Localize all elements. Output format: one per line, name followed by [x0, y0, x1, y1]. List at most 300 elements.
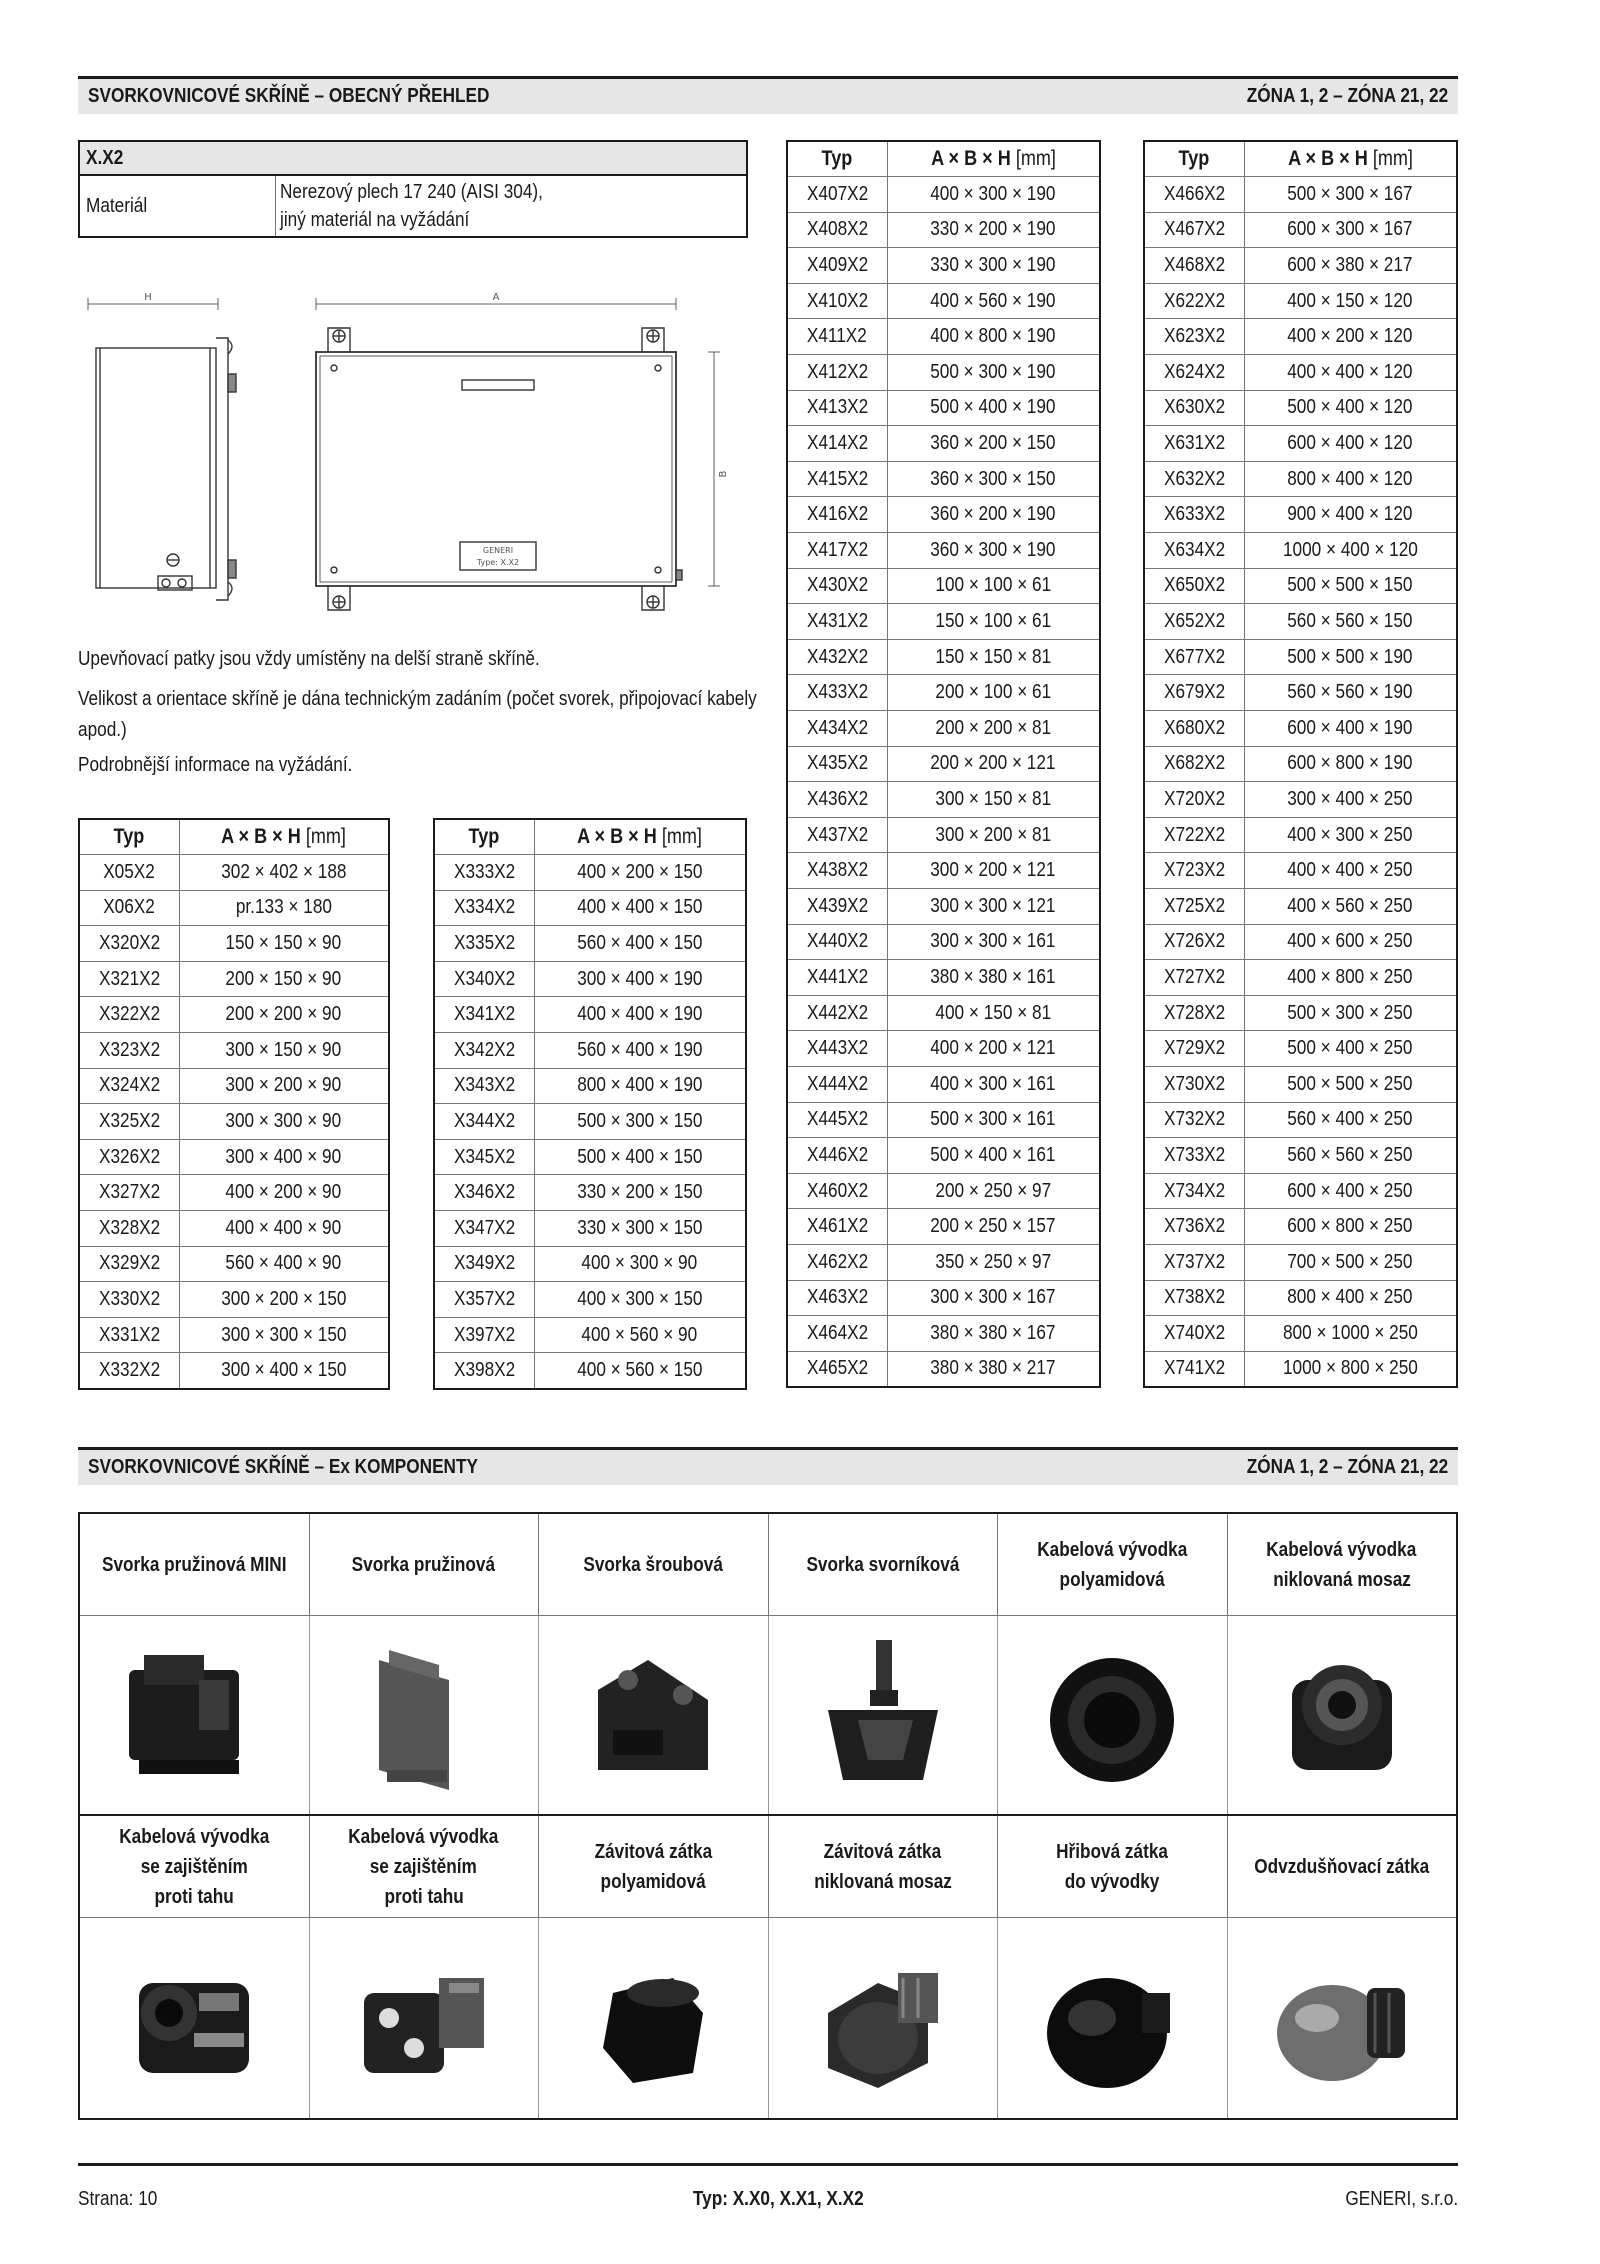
- dims-cell: 400 × 150 × 81: [887, 995, 1100, 1031]
- type-cell: X412X2: [787, 355, 887, 391]
- table-row: [1144, 924, 1457, 960]
- type-cell: X340X2: [434, 961, 534, 997]
- type-cell: X633X2: [1144, 497, 1244, 533]
- type-cell: X720X2: [1144, 782, 1244, 818]
- type-cell: X631X2: [1144, 426, 1244, 462]
- table-row: [787, 568, 1100, 604]
- type-cell: X465X2: [787, 1351, 887, 1387]
- dims-cell: 400 × 300 × 250: [1244, 817, 1457, 853]
- type-cell: X437X2: [787, 817, 887, 853]
- dims-cell: 300 × 150 × 90: [179, 1033, 389, 1069]
- dims-cell: 400 × 400 × 120: [1244, 355, 1457, 391]
- table-row: [1144, 390, 1457, 426]
- type-cell: X415X2: [787, 461, 887, 497]
- type-cell: X634X2: [1144, 533, 1244, 569]
- type-cell: X680X2: [1144, 711, 1244, 747]
- enclosure-drawing: [78, 280, 758, 620]
- type-cell: X464X2: [787, 1316, 887, 1352]
- dim-b-label: B: [718, 470, 729, 478]
- table-row: [1144, 533, 1457, 569]
- dims-cell: 700 × 500 × 250: [1244, 1244, 1457, 1280]
- dim-a-label: A: [492, 292, 500, 303]
- product-code: X.X2: [80, 142, 746, 176]
- table-row: [434, 1068, 746, 1104]
- table-row: [787, 853, 1100, 889]
- dims-cell: 400 × 200 × 90: [179, 1175, 389, 1211]
- type-cell: X725X2: [1144, 888, 1244, 924]
- header-type: Typ: [1144, 141, 1244, 177]
- table-row: [1144, 1173, 1457, 1209]
- type-cell: X736X2: [1144, 1209, 1244, 1245]
- type-cell: X632X2: [1144, 461, 1244, 497]
- table-row: [787, 1066, 1100, 1102]
- table-row: [1144, 461, 1457, 497]
- threaded-plug-brass-icon: [769, 1918, 999, 2118]
- type-cell: X441X2: [787, 960, 887, 996]
- type-cell: X342X2: [434, 1033, 534, 1069]
- dims-cell: 300 × 300 × 150: [179, 1317, 389, 1353]
- section-header-components: [78, 1447, 1458, 1485]
- type-cell: X345X2: [434, 1139, 534, 1175]
- component-label: Svorka pružinová: [310, 1514, 540, 1615]
- type-cell: X06X2: [79, 890, 179, 926]
- dims-cell: 500 × 300 × 190: [887, 355, 1100, 391]
- table-row: [434, 1317, 746, 1353]
- table-row: [434, 1033, 746, 1069]
- dims-cell: 200 × 150 × 90: [179, 961, 389, 997]
- type-cell: X467X2: [1144, 212, 1244, 248]
- dims-cell: 150 × 150 × 81: [887, 639, 1100, 675]
- type-cell: X324X2: [79, 1068, 179, 1104]
- type-cell: X398X2: [434, 1353, 534, 1389]
- header-dims: A × B × H [mm]: [534, 819, 746, 855]
- dims-cell: 150 × 150 × 90: [179, 926, 389, 962]
- table-row: [79, 855, 389, 891]
- table-row: [79, 1175, 389, 1211]
- dims-cell: 330 × 200 × 190: [887, 212, 1100, 248]
- dims-cell: 500 × 400 × 120: [1244, 390, 1457, 426]
- table-row: [787, 604, 1100, 640]
- dims-cell: 400 × 600 × 250: [1244, 924, 1457, 960]
- dims-cell: pr.133 × 180: [179, 890, 389, 926]
- type-cell: X622X2: [1144, 283, 1244, 319]
- type-cell: X738X2: [1144, 1280, 1244, 1316]
- type-cell: X335X2: [434, 926, 534, 962]
- table-row: [1144, 1351, 1457, 1387]
- dims-cell: 200 × 200 × 81: [887, 711, 1100, 747]
- type-cell: X05X2: [79, 855, 179, 891]
- table-row: [1144, 426, 1457, 462]
- section-zone: ZÓNA 1, 2 – ZÓNA 21, 22: [1246, 1456, 1448, 1478]
- header-dims: A × B × H [mm]: [179, 819, 389, 855]
- dims-cell: 400 × 300 × 150: [534, 1282, 746, 1318]
- dims-cell: 300 × 400 × 190: [534, 961, 746, 997]
- dims-cell: 300 × 300 × 161: [887, 924, 1100, 960]
- dims-cell: 900 × 400 × 120: [1244, 497, 1457, 533]
- type-cell: X740X2: [1144, 1316, 1244, 1352]
- type-cell: X332X2: [79, 1353, 179, 1389]
- dims-cell: 400 × 200 × 120: [1244, 319, 1457, 355]
- table-row: [434, 1139, 746, 1175]
- table-row: [434, 1104, 746, 1140]
- dims-cell: 560 × 560 × 190: [1244, 675, 1457, 711]
- type-cell: X347X2: [434, 1211, 534, 1247]
- dims-cell: 560 × 560 × 150: [1244, 604, 1457, 640]
- dimensions-table-4: [1143, 140, 1458, 1388]
- table-row: [787, 497, 1100, 533]
- type-cell: X349X2: [434, 1246, 534, 1282]
- dims-cell: 300 × 400 × 90: [179, 1139, 389, 1175]
- table-row: [79, 890, 389, 926]
- table-row: [1144, 568, 1457, 604]
- dims-cell: 600 × 400 × 120: [1244, 426, 1457, 462]
- table-row: [1144, 248, 1457, 284]
- type-cell: X328X2: [79, 1211, 179, 1247]
- dims-cell: 300 × 150 × 81: [887, 782, 1100, 818]
- component-label: Hřibová zátka do vývodky: [998, 1816, 1228, 1917]
- type-cell: X417X2: [787, 533, 887, 569]
- type-cell: X323X2: [79, 1033, 179, 1069]
- dims-cell: 500 × 500 × 250: [1244, 1066, 1457, 1102]
- dims-cell: 360 × 300 × 190: [887, 533, 1100, 569]
- type-cell: X411X2: [787, 319, 887, 355]
- table-row: [1144, 746, 1457, 782]
- type-cell: X732X2: [1144, 1102, 1244, 1138]
- dims-cell: 330 × 200 × 150: [534, 1175, 746, 1211]
- table-row: [79, 926, 389, 962]
- table-row: [1144, 1209, 1457, 1245]
- dims-cell: 300 × 300 × 167: [887, 1280, 1100, 1316]
- dims-cell: 150 × 100 × 61: [887, 604, 1100, 640]
- type-cell: X409X2: [787, 248, 887, 284]
- dims-cell: 600 × 800 × 190: [1244, 746, 1457, 782]
- type-cell: X468X2: [1144, 248, 1244, 284]
- dims-cell: 600 × 400 × 250: [1244, 1173, 1457, 1209]
- components-grid: [78, 1512, 1458, 2120]
- type-cell: X413X2: [787, 390, 887, 426]
- table-row: [787, 283, 1100, 319]
- dims-cell: 500 × 400 × 161: [887, 1138, 1100, 1174]
- table-row: [787, 177, 1100, 213]
- dimensions-table-2: [433, 818, 747, 1390]
- dims-cell: 500 × 400 × 250: [1244, 1031, 1457, 1067]
- table-row: [1144, 177, 1457, 213]
- dims-cell: 1000 × 400 × 120: [1244, 533, 1457, 569]
- page-number: Strana: 10: [78, 2188, 158, 2210]
- dims-cell: 300 × 200 × 121: [887, 853, 1100, 889]
- type-cell: X433X2: [787, 675, 887, 711]
- type-cell: X435X2: [787, 746, 887, 782]
- dims-cell: 300 × 200 × 81: [887, 817, 1100, 853]
- product-info-box: [78, 140, 748, 238]
- table-row: [1144, 817, 1457, 853]
- type-cell: X327X2: [79, 1175, 179, 1211]
- dims-cell: 300 × 400 × 250: [1244, 782, 1457, 818]
- section-title: SVORKOVNICOVÉ SKŘÍNĚ – Ex KOMPONENTY: [88, 1456, 478, 1478]
- dims-cell: 600 × 800 × 250: [1244, 1209, 1457, 1245]
- type-cell: X341X2: [434, 997, 534, 1033]
- section-zone: ZÓNA 1, 2 – ZÓNA 21, 22: [1246, 85, 1448, 107]
- table-row: [787, 711, 1100, 747]
- type-cell: X320X2: [79, 926, 179, 962]
- table-row: [434, 1353, 746, 1389]
- table-row: [79, 1033, 389, 1069]
- table-row: [1144, 604, 1457, 640]
- dims-cell: 400 × 560 × 250: [1244, 888, 1457, 924]
- type-cell: X329X2: [79, 1246, 179, 1282]
- table-row: [1144, 1066, 1457, 1102]
- type-cell: X466X2: [1144, 177, 1244, 213]
- type-cell: X331X2: [79, 1317, 179, 1353]
- table-row: [434, 1282, 746, 1318]
- cable-gland-brass-icon: [1228, 1616, 1457, 1814]
- terminal-mini-icon: [80, 1616, 310, 1814]
- table-row: [787, 426, 1100, 462]
- strain-relief-gland-icon: [80, 1918, 310, 2118]
- table-row: [787, 248, 1100, 284]
- dims-cell: 360 × 200 × 190: [887, 497, 1100, 533]
- dims-cell: 300 × 200 × 90: [179, 1068, 389, 1104]
- dims-cell: 400 × 400 × 190: [534, 997, 746, 1033]
- type-cell: X321X2: [79, 961, 179, 997]
- threaded-plug-polyamide-icon: [539, 1918, 769, 2118]
- table-row: [787, 639, 1100, 675]
- dims-cell: 500 × 400 × 190: [887, 390, 1100, 426]
- type-cell: X630X2: [1144, 390, 1244, 426]
- terminal-stud-icon: [769, 1616, 999, 1814]
- dims-cell: 1000 × 800 × 250: [1244, 1351, 1457, 1387]
- type-cell: X330X2: [79, 1282, 179, 1318]
- dimensions-table-1: [78, 818, 390, 1390]
- dims-cell: 200 × 200 × 121: [887, 746, 1100, 782]
- dims-cell: 380 × 380 × 167: [887, 1316, 1100, 1352]
- component-label: Závitová zátka niklovaná mosaz: [769, 1816, 999, 1917]
- table-row: [79, 1246, 389, 1282]
- table-row: [787, 1244, 1100, 1280]
- dims-cell: 350 × 250 × 97: [887, 1244, 1100, 1280]
- nameplate-line2: Type: X.X2: [476, 558, 520, 567]
- type-cell: X461X2: [787, 1209, 887, 1245]
- type-cell: X344X2: [434, 1104, 534, 1140]
- dims-cell: 360 × 200 × 150: [887, 426, 1100, 462]
- table-row: [787, 1173, 1100, 1209]
- type-cell: X325X2: [79, 1104, 179, 1140]
- table-row: [787, 355, 1100, 391]
- component-label: Kabelová vývodka se zajištěním proti tahu: [310, 1816, 540, 1917]
- type-cell: X463X2: [787, 1280, 887, 1316]
- header-dims: A × B × H [mm]: [887, 141, 1100, 177]
- dims-cell: 400 × 800 × 250: [1244, 960, 1457, 996]
- table-row: [1144, 497, 1457, 533]
- type-cell: X346X2: [434, 1175, 534, 1211]
- table-row: [787, 1316, 1100, 1352]
- table-row: [1144, 1244, 1457, 1280]
- table-row: [787, 888, 1100, 924]
- table-row: [787, 995, 1100, 1031]
- breather-plug-icon: [1228, 1918, 1457, 2118]
- table-row: [1144, 675, 1457, 711]
- dims-cell: 800 × 1000 × 250: [1244, 1316, 1457, 1352]
- dims-cell: 200 × 200 × 90: [179, 997, 389, 1033]
- table-row: [787, 746, 1100, 782]
- table-row: [1144, 711, 1457, 747]
- dims-cell: 560 × 400 × 190: [534, 1033, 746, 1069]
- material-value: Nerezový plech 17 240 (AISI 304), jiný materiál na vyžádání: [280, 181, 543, 231]
- dims-cell: 400 × 400 × 90: [179, 1211, 389, 1247]
- type-cell: X727X2: [1144, 960, 1244, 996]
- dims-cell: 500 × 300 × 161: [887, 1102, 1100, 1138]
- table-row: [1144, 995, 1457, 1031]
- type-cell: X439X2: [787, 888, 887, 924]
- dims-cell: 400 × 560 × 90: [534, 1317, 746, 1353]
- type-cell: X682X2: [1144, 746, 1244, 782]
- type-cell: X438X2: [787, 853, 887, 889]
- type-cell: X407X2: [787, 177, 887, 213]
- dims-cell: 560 × 400 × 150: [534, 926, 746, 962]
- dims-cell: 400 × 150 × 120: [1244, 283, 1457, 319]
- dims-cell: 100 × 100 × 61: [887, 568, 1100, 604]
- table-row: [1144, 1138, 1457, 1174]
- dims-cell: 400 × 400 × 150: [534, 890, 746, 926]
- type-cell: X444X2: [787, 1066, 887, 1102]
- type-cell: X446X2: [787, 1138, 887, 1174]
- type-cell: X431X2: [787, 604, 887, 640]
- table-row: [434, 890, 746, 926]
- dims-cell: 500 × 500 × 150: [1244, 568, 1457, 604]
- table-row: [1144, 319, 1457, 355]
- dims-cell: 400 × 560 × 190: [887, 283, 1100, 319]
- type-cell: X443X2: [787, 1031, 887, 1067]
- dims-cell: 302 × 402 × 188: [179, 855, 389, 891]
- table-row: [79, 961, 389, 997]
- dims-cell: 560 × 400 × 90: [179, 1246, 389, 1282]
- dims-cell: 400 × 200 × 150: [534, 855, 746, 891]
- table-row: [434, 1211, 746, 1247]
- table-row: [787, 1209, 1100, 1245]
- type-cell: X416X2: [787, 497, 887, 533]
- dims-cell: 400 × 300 × 190: [887, 177, 1100, 213]
- dims-cell: 380 × 380 × 217: [887, 1351, 1100, 1387]
- cable-gland-polyamide-icon: [998, 1616, 1228, 1814]
- dims-cell: 500 × 300 × 150: [534, 1104, 746, 1140]
- table-row: [787, 1102, 1100, 1138]
- table-row: [787, 924, 1100, 960]
- table-row: [1144, 960, 1457, 996]
- table-row: [79, 997, 389, 1033]
- header-dims: A × B × H [mm]: [1244, 141, 1457, 177]
- dims-cell: 330 × 300 × 150: [534, 1211, 746, 1247]
- type-cell: X737X2: [1144, 1244, 1244, 1280]
- component-label: Svorka pružinová MINI: [80, 1514, 310, 1615]
- dims-cell: 500 × 300 × 250: [1244, 995, 1457, 1031]
- note-info: Podrobnější informace na vyžádání.: [78, 754, 353, 776]
- dims-cell: 200 × 250 × 97: [887, 1173, 1100, 1209]
- dims-cell: 200 × 250 × 157: [887, 1209, 1100, 1245]
- type-cell: X333X2: [434, 855, 534, 891]
- type-cell: X397X2: [434, 1317, 534, 1353]
- dims-cell: 600 × 380 × 217: [1244, 248, 1457, 284]
- table-row: [787, 533, 1100, 569]
- dims-cell: 300 × 200 × 150: [179, 1282, 389, 1318]
- component-label: Kabelová vývodka niklovaná mosaz: [1266, 1538, 1417, 1591]
- nameplate-line1: GENERI: [482, 546, 514, 555]
- table-row: [1144, 639, 1457, 675]
- dims-cell: 600 × 400 × 190: [1244, 711, 1457, 747]
- dims-cell: 400 × 200 × 121: [887, 1031, 1100, 1067]
- dims-cell: 600 × 300 × 167: [1244, 212, 1457, 248]
- note-size: Velikost a orientace skříně je dána technickým zadáním (počet svorek, připojovací kabely apod.): [78, 688, 757, 741]
- table-row: [434, 961, 746, 997]
- dims-cell: 800 × 400 × 120: [1244, 461, 1457, 497]
- table-row: [434, 855, 746, 891]
- table-row: [1144, 1102, 1457, 1138]
- type-cell: X652X2: [1144, 604, 1244, 640]
- terminal-screw-icon: [539, 1616, 769, 1814]
- type-cell: X436X2: [787, 782, 887, 818]
- type-cell: X460X2: [787, 1173, 887, 1209]
- table-row: [79, 1353, 389, 1389]
- dims-cell: 400 × 400 × 250: [1244, 853, 1457, 889]
- type-cell: X734X2: [1144, 1173, 1244, 1209]
- table-row: [787, 212, 1100, 248]
- type-cell: X434X2: [787, 711, 887, 747]
- table-row: [787, 1351, 1100, 1387]
- dims-cell: 500 × 300 × 167: [1244, 177, 1457, 213]
- table-row: [1144, 888, 1457, 924]
- type-cell: X730X2: [1144, 1066, 1244, 1102]
- dims-cell: 330 × 300 × 190: [887, 248, 1100, 284]
- component-label: Svorka šroubová: [539, 1514, 769, 1615]
- table-row: [1144, 1280, 1457, 1316]
- type-cell: X733X2: [1144, 1138, 1244, 1174]
- table-row: [79, 1068, 389, 1104]
- table-row: [1144, 212, 1457, 248]
- type-cell: X623X2: [1144, 319, 1244, 355]
- type-cell: X442X2: [787, 995, 887, 1031]
- table-row: [787, 1138, 1100, 1174]
- table-row: [1144, 355, 1457, 391]
- component-label: Kabelová vývodka polyamidová: [998, 1514, 1228, 1615]
- table-row: [434, 926, 746, 962]
- table-row: [787, 817, 1100, 853]
- type-cell: X723X2: [1144, 853, 1244, 889]
- dims-cell: 400 × 300 × 90: [534, 1246, 746, 1282]
- type-cell: X334X2: [434, 890, 534, 926]
- type-cell: X445X2: [787, 1102, 887, 1138]
- dims-cell: 500 × 400 × 150: [534, 1139, 746, 1175]
- table-row: [79, 1282, 389, 1318]
- note-mounting: Upevňovací patky jsou vždy umístěny na delší straně skříně.: [78, 648, 540, 670]
- table-row: [1144, 283, 1457, 319]
- table-row: [787, 1280, 1100, 1316]
- dims-cell: 560 × 560 × 250: [1244, 1138, 1457, 1174]
- dims-cell: 300 × 400 × 150: [179, 1353, 389, 1389]
- section-header-overview: [78, 76, 1458, 114]
- table-row: [787, 675, 1100, 711]
- dimensions-table-3: [786, 140, 1101, 1388]
- table-row: [1144, 853, 1457, 889]
- type-cell: X430X2: [787, 568, 887, 604]
- dims-cell: 300 × 300 × 90: [179, 1104, 389, 1140]
- dims-cell: 200 × 100 × 61: [887, 675, 1100, 711]
- table-row: [79, 1211, 389, 1247]
- type-cell: X440X2: [787, 924, 887, 960]
- type-cell: X650X2: [1144, 568, 1244, 604]
- type-cell: X726X2: [1144, 924, 1244, 960]
- company-name: GENERI, s.r.o.: [1345, 2188, 1458, 2210]
- table-row: [787, 782, 1100, 818]
- type-cell: X357X2: [434, 1282, 534, 1318]
